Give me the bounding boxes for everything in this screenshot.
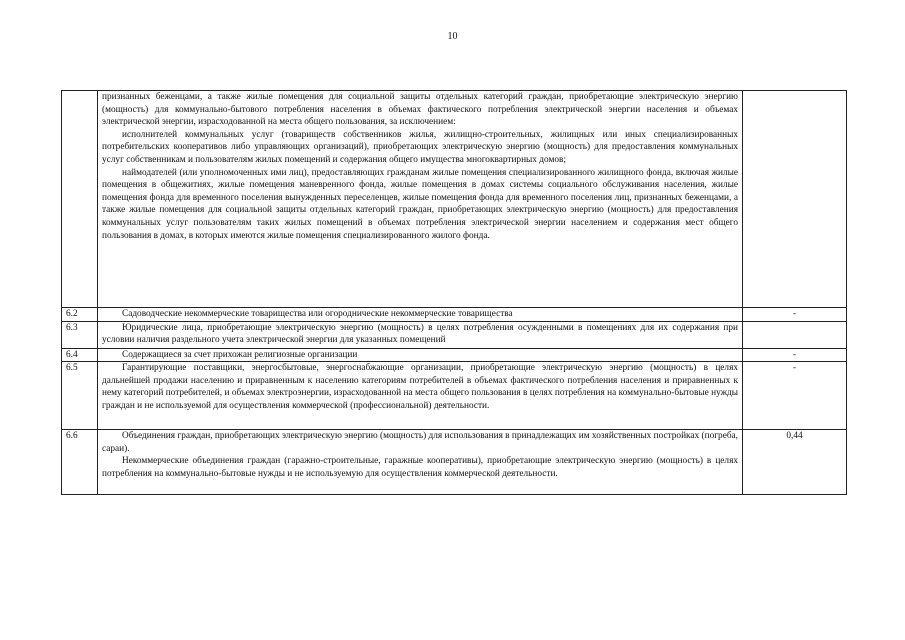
row-description — [98, 321, 743, 348]
row-number: 6.5 — [62, 362, 98, 430]
row-number: 6.6 — [62, 430, 98, 495]
description-paragraph: наймодателей (или уполномоченных ими лиц), предоставляющих гражданам жилые помещения специализированного жилищного фонда, включая жилые помещения в общежитиях, жилые помещения маневренного фонда, жилые помещения в домах системы социального обслуживания населения, жилые помещения фонда для временного поселения вынужденных переселенцев, жилые помещения фонда для временного поселения лиц, признанных беженцами, а также жилые помещения для социальной защиты отдельных категорий граждан, приобретающих электрическую энергию (мощность) для предоставления коммунальных услуг пользователям таких жилых помещений в объемах потребления электрической энергии населением и содержания мест общего пользования в домах, в которых имеются жилые помещения специализированного жилого фонда. — [102, 167, 738, 241]
row-value: 0,44 — [743, 430, 847, 495]
description-paragraph: Юридические лица, приобретающие электрическую энергию (мощность) в целях потребления осужденными в помещениях для их содержания при условии наличия раздельного учета электрической энергии для указанных помещений — [102, 322, 738, 346]
description-paragraph: исполнителей коммунальных услуг (товариществ собственников жилья, жилищно-строительных, жилищных или иных специализированных потребительских кооперативов либо управляющих организаций), приобретающих электрическую энергию (мощность) для предоставления коммунальных услуг собственникам и пользователям жилых помещений и содержания общего имущества многоквартирных домов; — [102, 129, 738, 165]
description-paragraph: признанных беженцами, а также жилые помещения для социальной защиты отдельных категорий граждан, приобретающие электрическую энергию (мощность) для коммунально-бытового потребления населения в объемах фактического потребления электрической энергии населения и объемах электрической энергии, израсходованной на места общего пользования, за исключением: — [102, 92, 738, 128]
description-paragraph: Объединения граждан, приобретающих электрическую энергию (мощность) для использования в принадлежащих им хозяйственных постройках (погреба, сараи). — [102, 431, 739, 454]
table-row — [62, 321, 847, 348]
tariff-table — [61, 90, 847, 495]
row-description — [98, 362, 743, 430]
row-number: 6.4 — [62, 348, 98, 362]
row-description — [98, 430, 743, 495]
page-number: 10 — [447, 31, 458, 42]
row-value: - — [743, 308, 847, 322]
description-paragraph: Некоммерческие объединения граждан (гаражно-строительные, гаражные кооперативы), приобретающие электрическую энергию (мощность) в целях потребления на коммунально-бытовые нужды и не используемую для осуществления коммерческой деятельности. — [102, 456, 738, 479]
row-number: 6.2 — [62, 308, 98, 322]
row-value: - — [743, 348, 847, 362]
row-value — [743, 321, 847, 348]
row-value — [743, 91, 847, 308]
row-description — [98, 91, 743, 308]
table-row — [62, 91, 847, 308]
table-row — [62, 348, 847, 362]
row-description — [98, 348, 743, 362]
row-description — [98, 308, 743, 322]
description-paragraph: Гарантирующие поставщики, энергосбытовые, энергоснабжающие организации, приобретающие электрическую энергию (мощность) в целях дальнейшей продажи населению и приравненным к населению категориям потребителей в объемах фактического потребления населения и приравненных к нему категорий потребителей, и объемах электроэнергии, израсходованной на места общего пользования в целях потребления на коммунально-бытовые нужды граждан и не используемой для осуществления коммерческой (профессиональной) деятельности. — [102, 363, 738, 411]
table-row — [62, 362, 847, 430]
row-number: 6.3 — [62, 321, 98, 348]
row-value: - — [743, 362, 847, 430]
description-paragraph: Садоводческие некоммерческие товарищества или огороднические некоммерческие товарищества — [122, 309, 513, 319]
description-paragraph: Содержащиеся за счет прихожан религиозные организации — [122, 349, 358, 360]
table-row — [62, 430, 847, 495]
table-row — [62, 308, 847, 322]
row-number — [62, 91, 98, 308]
